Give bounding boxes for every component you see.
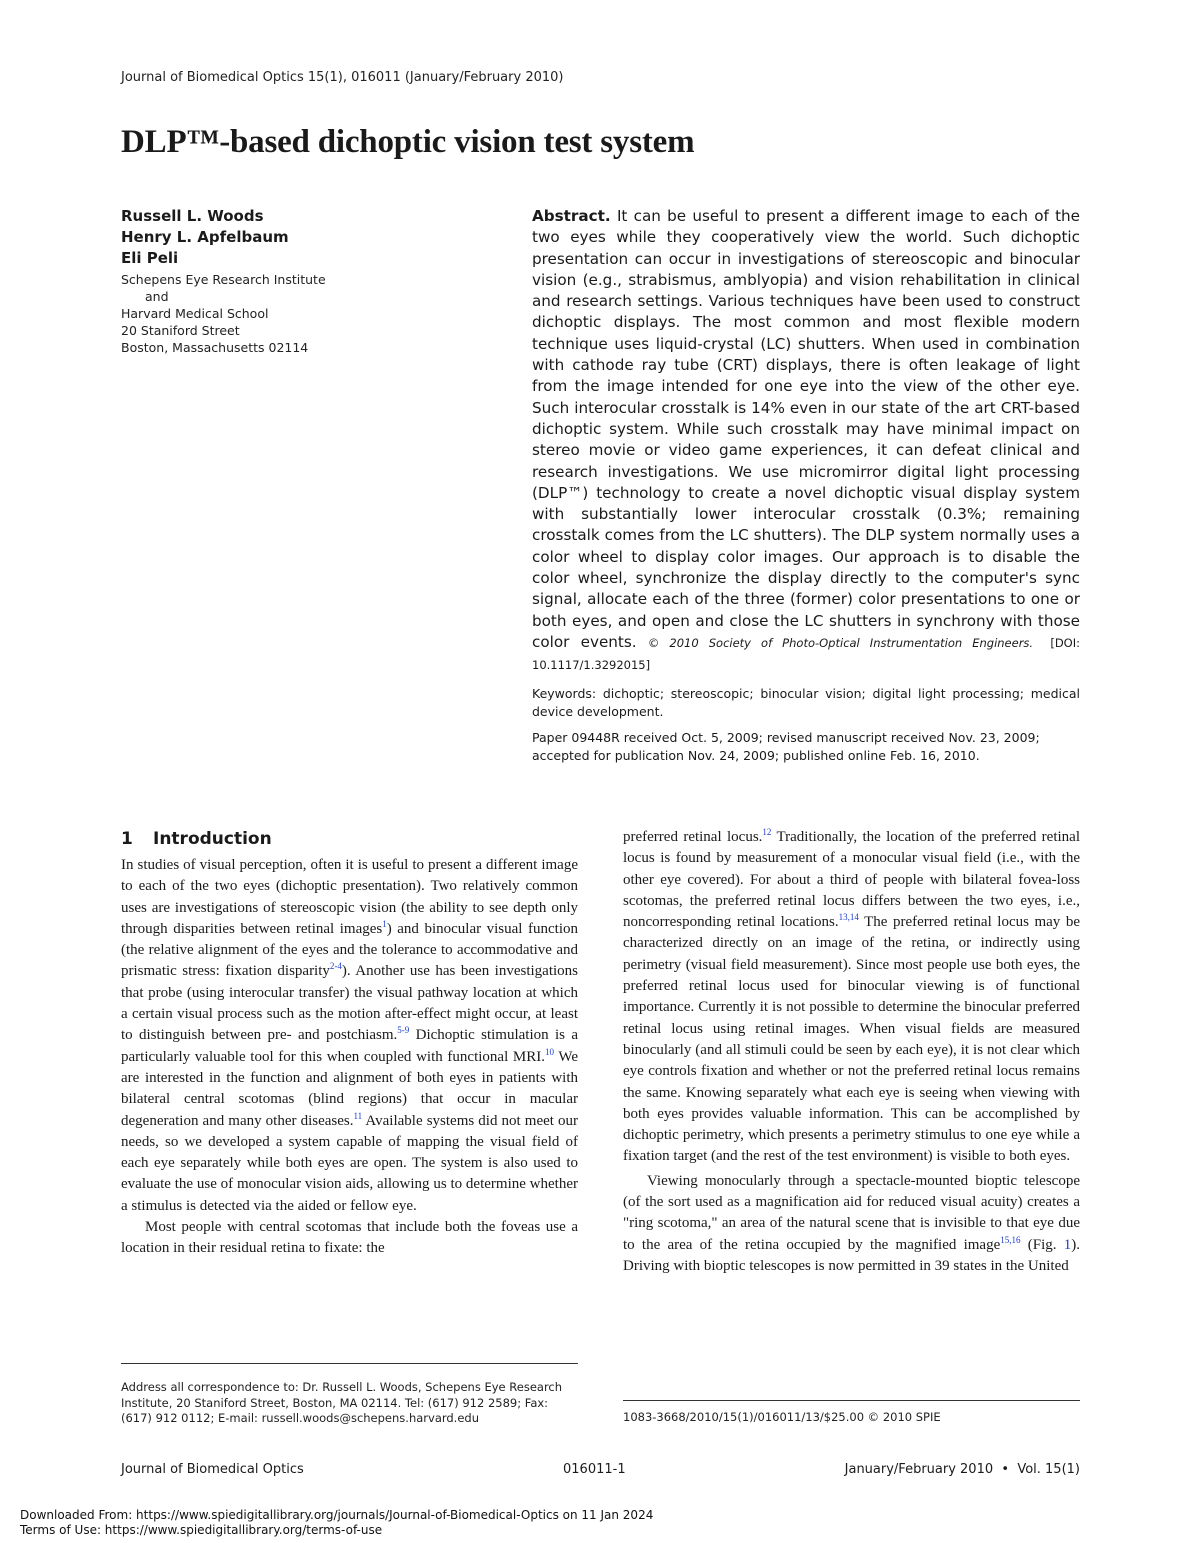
- footer-page-number: 016011-1: [563, 1462, 626, 1477]
- footnote-divider: [121, 1363, 578, 1364]
- section-title: Introduction: [153, 829, 272, 849]
- affiliation-line: Harvard Medical School: [121, 306, 269, 321]
- affiliation-line: and: [145, 289, 169, 304]
- section-heading: [121, 827, 578, 851]
- text-run: ) and binocular visual function (the relative alignment of the eyes and the tolerance to accommodative and prismatic stress: fixation disparity: [121, 920, 578, 980]
- paper-history: Paper 09448R received Oct. 5, 2009; revised manuscript received Nov. 23, 2009; accepted for publication Nov. 24, 2009; published online Feb. 16, 2010.: [532, 730, 1040, 763]
- paragraph: [121, 855, 578, 1217]
- abstract-text: It can be useful to present a different image to each of the two eyes while they cooperatively view the world. Such dichoptic presentation can occur in investigations of stereoscopic and binocular vision (e.g., strabismus, amblyopia) and vision rehabilitation in clinical and research settings. Various techniques have been used to construct dichoptic displays. The most common and most flexible modern technique uses liquid-crystal (LC) shutters. When used in combination with cathode ray tube (CRT) displays, there is often leakage of light from the image intended for one eye into the view of the other eye. Such interocular crosstalk is 14% even in our state of the art CRT-based dichoptic system. While such crosstalk may have minimal impact on stereo movie or video game experiences, it can defeat clinical and research investigations. We use micromirror digital light processing (DLP™) technology to create a novel dichoptic visual display system with substantially lower interocular crosstalk (0.3%; remaining crosstalk comes from the LC shutters). The DLP system normally uses a color wheel to display color images. Our approach is to disable the color wheel, synchronize the display directly to the computer's sync signal, allocate each of the three (former) color presentations to one or both eyes, and open and close the LC shutters in synchrony with those color events.: [532, 207, 1080, 651]
- text-run: Traditionally, the location of the preferred retinal locus is found by measurement of a monocular visual field (i.e., with the other eye covered). For about a third of people with bilateral fovea-loss scotomas, the preferred retinal locus differs between the two eyes, i.e., noncorresponding retinal locations.: [623, 829, 1080, 931]
- citation-link[interactable]: 5-9: [397, 1025, 410, 1036]
- text-run: Dichoptic stimulation is a particularly valuable tool for this when coupled with functional MRI.: [121, 1027, 578, 1065]
- running-head: Journal of Biomedical Optics 15(1), 016011 (January/February 2010): [121, 70, 564, 85]
- footer-issue: January/February 2010 • Vol. 15(1): [844, 1462, 1080, 1477]
- author-name: Russell L. Woods: [121, 207, 264, 225]
- left-column: [121, 827, 578, 1260]
- text-run: We are interested in the function and alignment of both eyes in patients with bilateral central scotomas (blind regions) that occur in macular degeneration and many other diseases.: [121, 1048, 579, 1129]
- author-name: Henry L. Apfelbaum: [121, 228, 289, 246]
- text-run: ). Another use has been investigations that probe (using interocular transfer) the visual pathway location at which a certain visual process such as the motion after-effect might occur, at least to distinguish between pre- and postchiasm.: [121, 963, 578, 1044]
- citation-link[interactable]: 10: [545, 1046, 554, 1057]
- terms-line[interactable]: Terms of Use: https://www.spiedigitallibrary.org/terms-of-use: [20, 1523, 383, 1537]
- copyright-divider: [623, 1400, 1080, 1401]
- right-column: [623, 827, 1080, 1277]
- citation-link[interactable]: 13,14: [838, 912, 859, 923]
- author-block: [121, 206, 441, 356]
- abstract: [532, 206, 1080, 677]
- paragraph: [623, 827, 1080, 1168]
- citation-link[interactable]: 12: [762, 827, 772, 837]
- citation-link[interactable]: 15,16: [1000, 1234, 1021, 1245]
- page-title: DLP™-based dichoptic vision test system: [121, 124, 695, 160]
- affiliation-line: Boston, Massachusetts 02114: [121, 340, 309, 355]
- paragraph: Most people with central scotomas that include both the foveas use a location in their residual retina to fixate: the: [121, 1219, 578, 1257]
- text-run: The preferred retinal locus may be characterized directly on an image of the retina, or indirectly using perimetry (visual field measurement). Since most people use both eyes, the preferred retinal locus used for binocular viewing is of functional importance. Currently it is not possible to determine the binocular preferred retinal locus using retinal images. When visual fields are measured binocularly (and all stimuli could be seen by each eye), it is not clear which eye controls fixation and whether or not the preferred retinal locus remains the same. Knowing separately what each eye is seeing when viewing with both eyes provides valuable information. This can be accomplished by dichoptic perimetry, which presents a perimetry stimulus to one eye while a fixation target (and the rest of the test environment) is visible to both eyes.: [623, 914, 1080, 1165]
- keywords: Keywords: dichoptic; stereoscopic; binocular vision; digital light processing; medical device development.: [532, 686, 1080, 719]
- abstract-label: Abstract.: [532, 207, 611, 225]
- footer-journal: Journal of Biomedical Optics: [121, 1462, 304, 1477]
- text-run: ). Driving with bioptic telescopes is now permitted in 39 states in the United: [623, 1236, 1080, 1274]
- citation-link[interactable]: 11: [353, 1110, 363, 1121]
- text-run: In studies of visual perception, often it is useful to present a different image to each of the two eyes (dichoptic presentation). Two relatively common uses are investigations of stereoscopic vision (the ability to see depth only through disparities between retinal images: [121, 857, 578, 937]
- correspondence-footnote: Address all correspondence to: Dr. Russell L. Woods, Schepens Eye Research Institute, 20 Staniford Street, Boston, MA 02114. Tel: (617) 912 2589; Fax: (617) 912 0112; E-mail: russell.woods@schepens.harvard.edu: [121, 1380, 563, 1425]
- author-name: Eli Peli: [121, 249, 179, 267]
- text-run: (Fig.: [1020, 1236, 1064, 1253]
- citation-link[interactable]: 1: [382, 918, 387, 929]
- text-run: Available systems did not meet our needs, so we developed a system capable of mapping the visual field of each eye separately while both eyes are open. The system is also used to evaluate the use of monocular vision aids, allowing us to determine whether a stimulus is detected via the aided or fellow eye.: [121, 1112, 579, 1214]
- text-run: preferred retinal locus.: [623, 829, 763, 845]
- download-line[interactable]: Downloaded From: https://www.spiedigitallibrary.org/journals/Journal-of-Biomedical-Optics on 11 Jan 2024: [20, 1508, 654, 1522]
- affiliation-line: 20 Staniford Street: [121, 323, 240, 338]
- download-notice: [20, 1508, 653, 1538]
- text-run: Viewing monocularly through a spectacle-mounted bioptic telescope (of the sort used as a magnification aid for reduced visual acuity) creates a "ring scotoma," an area of the natural scene that is invisible to that eye due to the area of the retina occupied by the magnified image: [623, 1172, 1080, 1253]
- abstract-copyright: © 2010 Society of Photo-Optical Instrumentation Engineers.: [647, 635, 1034, 650]
- copyright-note: 1083-3668/2010/15(1)/016011/13/$25.00 © 2010 SPIE: [623, 1410, 941, 1424]
- doi-link[interactable]: [DOI: 10.1117/1.3292015]: [532, 635, 1080, 673]
- figure-link[interactable]: 1: [1063, 1236, 1072, 1253]
- section-number: 1: [121, 829, 133, 849]
- paragraph: [623, 1171, 1080, 1277]
- affiliation-line: Schepens Eye Research Institute: [121, 272, 326, 287]
- citation-link[interactable]: 2-4: [329, 961, 342, 972]
